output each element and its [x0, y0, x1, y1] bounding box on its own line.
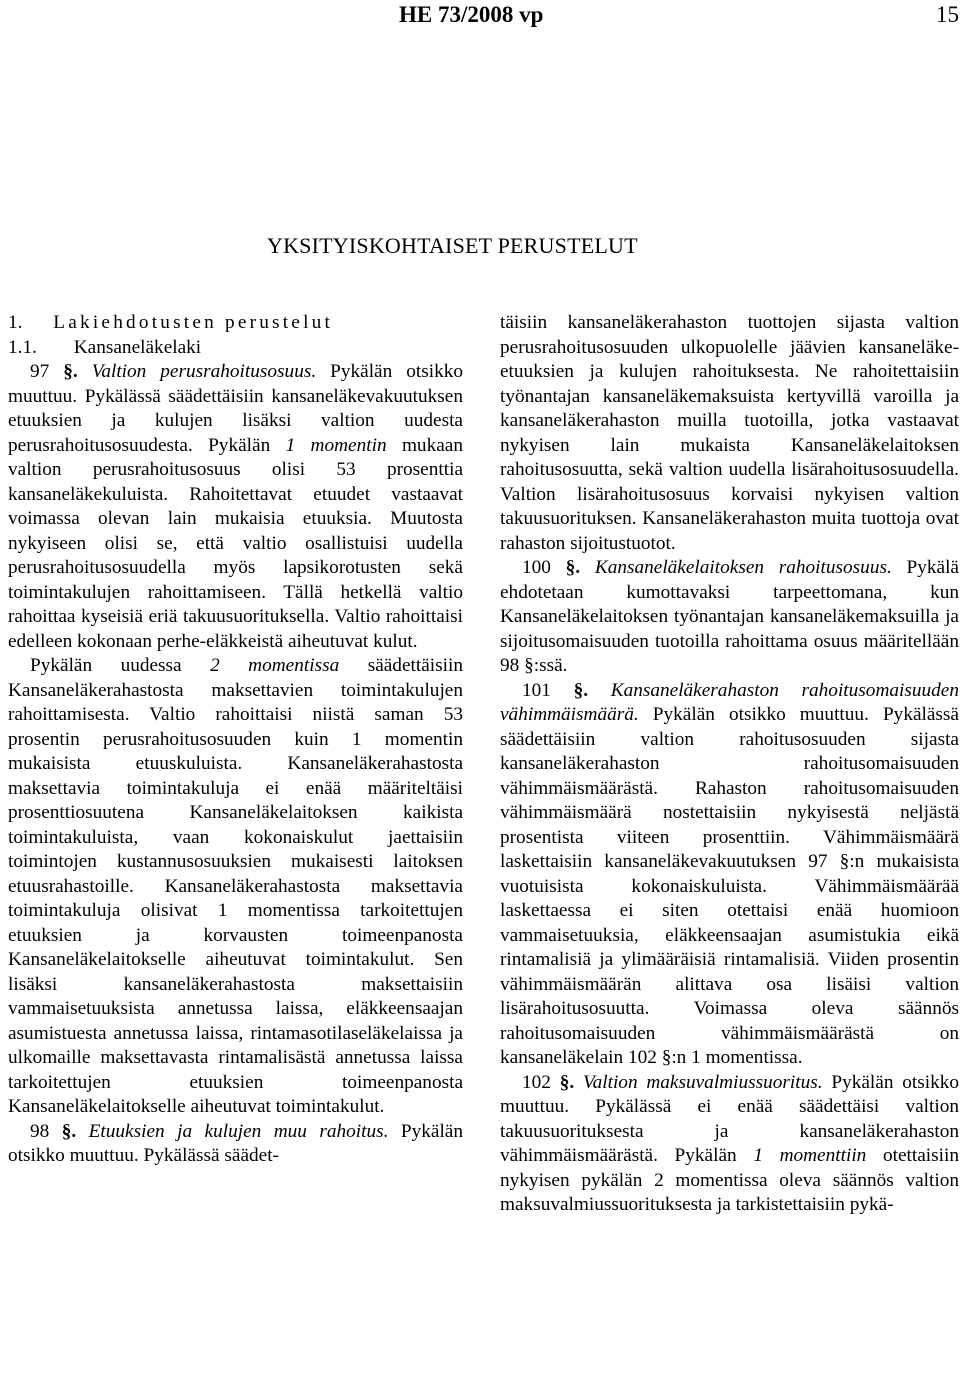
section-title: YKSITYISKOHTAISET PERUSTELUT	[267, 233, 638, 258]
section-101-number: 101	[522, 679, 551, 701]
section-100-number: 100	[522, 557, 551, 578]
section-97: 97 §. Valtion perusrahoitusosuus. Pykälän otsikko muuttuu. Pykälässä säädettäisiin kansaneläkevakuutuksen etuuksien ja kulujen lisäksi valtion uudesta perusrahoitusosuudesta. Pykälän 1 momentin mukaan valtion perusrahoitusosuus olisi 53 prosenttia kansaneläkekuluista. Rahoitettavat etuudet vastaavat voimassa olevan lain mukaisia etuuksia. Muutosta nykyiseen olisi se, että valtio osallistuisi uudella perusrahoitusosuudella myös lapsikorotusten sekä toimintakulujen rahoittamiseen. Tällä hetkellä valtio rahoittaa kyseisiä eriä takuusuorituksella. Valtio rahoittaisi edelleen kokonaan perhe-eläkkeistä aiheutuvat kulut.	[8, 361, 463, 652]
section-101: 101 §. Kansaneläkerahaston rahoitusomaisuuden vähimmäismäärä. Pykälän otsikko muuttuu. Pykälässä säädettäisiin valtion rahoitusosuuden sijasta kansaneläkerahaston rahoitusomaisuuden vähimmäismäärästä. Rahaston rahoitusomaisuuden vähimmäismäärä nostettaisiin nykyisestä neljästä prosentista viiteen prosenttiin. Vähimmäismäärä laskettaisiin kansaneläkevakuutuksen 97 §:n mukaisista vuotuisista kokonaiskuluista. Vähimmäismäärää laskettaessa ei siten otettaisi enää huomioon vammaisetuuksia, eläkkeensaajan asumistukia eikä rintamalisiä ja ylimääräisiä rintamalisiä. Viiden prosentin vähimmäismäärän alittava osa lisäisi valtion lisärahoitusosuutta. Voimassa oleva säännös rahoitusomaisuuden vähimmäismäärästä on kansaneläkelain 102 §:n 1 momentissa.	[500, 679, 959, 1068]
heading-2-text: Kansaneläkelaki	[73, 336, 202, 358]
heading-2-number: 1.1.	[8, 336, 37, 358]
section-98: 98 §. Etuuksien ja kulujen muu rahoitus. Pykälän otsikko muuttuu. Pykälässä säädet-	[8, 1120, 463, 1166]
right-column	[500, 311, 959, 1218]
section-102-number: 102	[522, 1071, 551, 1093]
paragraph-moment-2: Pykälän uudessa 2 momentissa säädettäisiin Kansaneläkerahastosta maksettavien toimintakulujen rahoittamisesta. Valtio rahoittaisi niistä saman 53 prosentin perusrahoitusosuuden kuin 1 momentin mukaisista etuuskuluista. Kansaneläkerahastosta maksettavia toimintakuluja ei enää määriteltäisi prosenttiosuutena Kansaneläkelaitoksen kaikista toimintakuluista, vaan kokonaiskulut jaettaisiin toimintojen kustannusosuuksien mukaisesti laitoksen etuusrahastoille. Kansaneläkerahastosta maksettavia toimintakuluja olisivat 1 momentissa tarkoitettujen etuuksien ja korvausten toimeenpanosta Kansaneläkelaitokselle aiheutuvat toimintakulut. Sen lisäksi kansaneläkerahastosta maksettaisiin vammaisetuuksista annetussa laissa, eläkkeensaajan asumistuesta annetussa laissa, rintamasotilaseläkelaissa ja ulkomaille maksettavasta rintamalisästä annetussa laissa tarkoitettujen etuuksien toimeenpanosta Kansaneläkelaitokselle aiheutuvat toimintakulut.	[8, 655, 463, 1117]
section-100: 100 §. Kansaneläkelaitoksen rahoitusosuus. Pykälä ehdotetaan kumottavaksi tarpeettomana, kun Kansaneläkelaitoksen työnantajan kansaneläkemaksuilla ja sijoitusomaisuuden tuotoilla rahoittama osuus määritellään 98 §:ssä.	[500, 557, 959, 676]
left-column	[8, 311, 463, 1169]
section-102: 102 §. Valtion maksuvalmiussuoritus. Pykälän otsikko muuttuu. Pykälässä ei enää säädettäisi valtion takuusuorituksesta ja kansaneläkerahaston vähimmäismäärästä. Pykälän 1 momenttiin otettaisiin nykyisen pykälän 2 momentissa oleva säännös valtion maksuvalmiussuorituksesta ja tarkistettaisiin pykä-	[500, 1071, 960, 1215]
paragraph-continued: täisiin kansaneläkerahaston tuottojen sijasta valtion perusrahoitusosuuden ulkopuolelle jäävien kansaneläke-etuuksien ja kulujen rahoituksesta. Ne rahoitettaisiin työnantajan kansaneläkemaksuista kertyvillä varoilla ja kansaneläkerahaston muilla tuotoilla, jotka vastaavat nykyisen lain mukaista Kansaneläkelaitoksen rahoitusosuutta, sekä valtion uudella lisärahoitusosuudella. Valtion lisärahoitusosuus korvaisi nykyisen valtion takuusuorituksen. Kansaneläkerahaston muita tuottoja ovat rahaston sijoitustuotot.	[500, 312, 959, 554]
section-97-title: Valtion perusrahoitusosuus.	[91, 361, 317, 382]
section-97-number: 97	[30, 361, 50, 382]
heading-1-text: Lakiehdotusten perustelut	[53, 312, 334, 333]
page-number: 15	[936, 2, 959, 27]
section-100-title: Kansaneläkelaitoksen rahoitusosuus.	[594, 557, 892, 578]
section-102-title: Valtion maksuvalmiussuoritus.	[582, 1071, 823, 1093]
section-101-title: Kansaneläkerahaston rahoitusomaisuuden vähimmäismäärä.	[500, 679, 959, 725]
section-98-title: Etuuksien ja kulujen muu rahoitus.	[88, 1120, 389, 1142]
heading-1	[8, 311, 463, 336]
heading-2	[8, 336, 463, 361]
heading-1-number: 1.	[8, 312, 23, 333]
document-id: HE 73/2008 vp	[399, 2, 544, 27]
section-98-number: 98	[30, 1120, 50, 1142]
